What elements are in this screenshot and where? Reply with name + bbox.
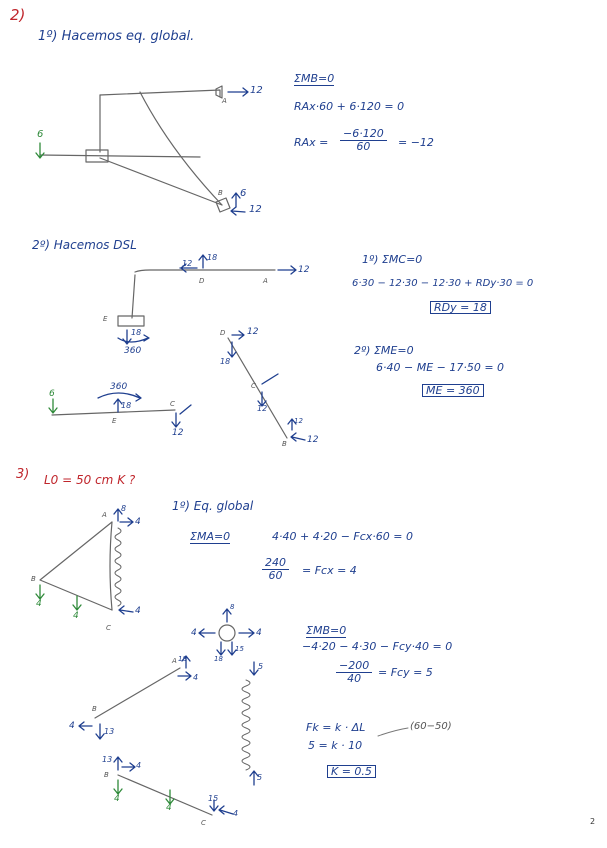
point-label-a: A [222, 97, 227, 105]
force-label: 18 [131, 328, 142, 337]
moment-label: 360 [110, 382, 128, 392]
point-label-e: E [103, 315, 108, 323]
force-label: 6 [240, 188, 247, 199]
moment-label: 360 [124, 346, 142, 356]
moment-eq-title: ΣMB=0 [294, 72, 335, 85]
fraction-numerator: −6·120 [340, 128, 387, 141]
bar-ab [95, 668, 180, 718]
force-label: 4 [191, 628, 197, 638]
spring-1 [115, 528, 121, 606]
question-line: L0 = 50 cm K ? [44, 473, 136, 487]
dsl-bar-horizontal [52, 410, 175, 415]
moment-eq-line: −4·20 − 4·30 − Fcy·40 = 0 [302, 640, 453, 653]
point-label-d: D [220, 329, 226, 337]
page-number: 2 [590, 817, 596, 826]
fraction-denominator: 60 [356, 140, 371, 154]
force-label: 13 [104, 727, 115, 736]
force-label: 18 [121, 401, 132, 410]
force-label: 12 [298, 265, 310, 275]
point-label-a: A [263, 277, 268, 285]
fraction-denominator: 60 [268, 569, 283, 583]
force-label: 4 [114, 794, 120, 804]
force-label: 4 [69, 721, 75, 731]
force-label: 15 [208, 794, 219, 803]
moment-eq-title: ΣMB=0 [306, 624, 347, 637]
moment-eq-line: 4·40 + 4·20 − Fcx·60 = 0 [272, 530, 413, 543]
fraction [340, 128, 387, 153]
result-box: RDy = 18 [430, 301, 491, 314]
force-label: 4 [256, 628, 262, 638]
moment-eq-result: = Fcy = 5 [378, 666, 433, 679]
point-label-a: A [102, 511, 107, 519]
force-label: 18 [178, 655, 187, 663]
force-label: 6 [49, 389, 55, 399]
point-label-c: C [251, 382, 256, 390]
force-label: 18 [207, 253, 218, 262]
equation-line: 6·30 − 12·30 − 12·30 + RDy·30 = 0 [352, 278, 534, 289]
point-label-c: C [106, 624, 111, 632]
force-label: 4 [193, 673, 199, 682]
point-label-a: A [172, 657, 177, 665]
force-label: 12 [182, 259, 193, 268]
spring-2 [242, 680, 250, 770]
point-label-b: B [92, 705, 97, 713]
moment-eq-lhs: RAx = [294, 136, 329, 149]
section-2-number: 2) [10, 6, 26, 24]
force-label: 5 [258, 662, 264, 671]
force-label: 5 [257, 773, 263, 782]
force-label: 12 [250, 85, 263, 96]
fraction-denominator: 40 [347, 672, 362, 686]
force-label: 12 [257, 404, 268, 413]
global-structure [40, 86, 230, 212]
node-circle [219, 625, 235, 641]
force-label: 6 [37, 129, 44, 140]
force-label: 4 [73, 611, 79, 621]
equation-title: 1º) ΣMC=0 [362, 253, 423, 266]
fraction [336, 660, 372, 685]
section-3-number: 3) [16, 467, 30, 482]
result-box: K = 0.5 [327, 765, 376, 778]
step2-title: 2º) Hacemos DSL [32, 238, 137, 252]
force-label: 4 [136, 761, 142, 770]
force-label: 12 [247, 327, 259, 337]
force-label: 4 [166, 803, 172, 813]
bar-bc [118, 775, 212, 815]
force-label: 8 [121, 504, 127, 513]
force-label: 12 [249, 204, 262, 215]
dsl-structure-top [118, 270, 275, 326]
equation-line: 6·40 − ME − 17·50 = 0 [376, 361, 505, 374]
point-label-b: B [282, 440, 287, 448]
force-label: 4 [135, 606, 141, 616]
step1-title: 1º) Eq. global [172, 499, 254, 513]
point-label-b: B [218, 189, 223, 197]
point-label-c: C [170, 400, 175, 408]
dsl-bar-diagonal [228, 338, 287, 438]
point-label-c: C [201, 819, 206, 827]
force-label: 12 [307, 435, 319, 445]
force-label: 8 [230, 603, 235, 611]
force-label: 4 [135, 517, 141, 527]
equation-title: 2º) ΣME=0 [354, 344, 414, 357]
hooke-note: (60−50) [410, 721, 452, 732]
force-label: 15 [235, 645, 244, 653]
fraction-numerator: 240 [262, 557, 289, 570]
step1-title: 1º) Hacemos eq. global. [38, 29, 195, 44]
moment-eq-title: ΣMA=0 [190, 530, 231, 543]
force-label: 4 [233, 809, 239, 818]
moment-eq-result: = Fcx = 4 [302, 564, 357, 577]
fraction [262, 557, 289, 582]
fraction-numerator: −200 [336, 660, 372, 673]
point-label-e: E [112, 417, 117, 425]
force-label: 12 [172, 428, 184, 438]
moment-eq-result: = −12 [398, 136, 434, 149]
moment-eq-line: RAx·60 + 6·120 = 0 [294, 100, 405, 113]
force-label: 18 [220, 357, 231, 366]
force-label: 18 [214, 655, 223, 663]
point-label-b: B [104, 771, 109, 779]
hooke-law-line: Fk = k · ΔL [306, 721, 366, 734]
point-label-d: D [199, 277, 205, 285]
point-label-b: B [31, 575, 36, 583]
truss-diagram-1 [40, 522, 112, 610]
result-box: ME = 360 [422, 384, 484, 397]
hooke-law-line: 5 = k · 10 [308, 739, 363, 752]
force-label: 13 [102, 755, 113, 764]
force-label: 4 [36, 599, 42, 609]
force-label: 12 [294, 417, 303, 425]
